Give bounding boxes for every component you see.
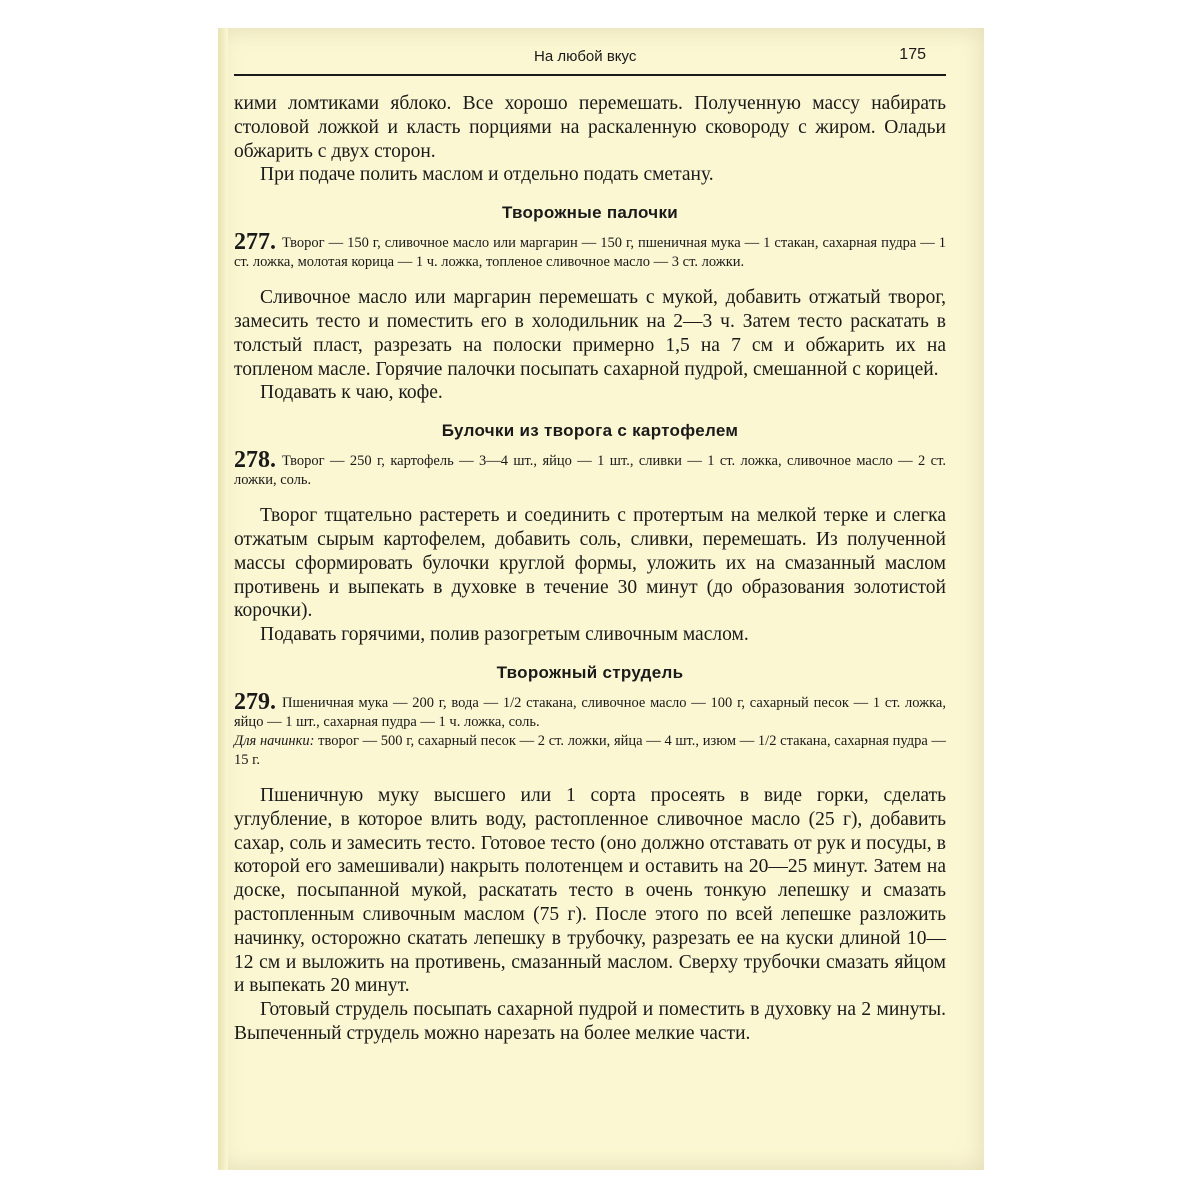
serving-paragraph: Готовый струдель посыпать сахарной пудрой и поместить в духовку на 2 минуты. Выпеченный струдель можно нарезать на более мелкие части.	[234, 999, 946, 1044]
recipe-277	[234, 203, 946, 405]
intro-serving-paragraph: При подаче полить маслом и отдельно подать сметану.	[260, 164, 714, 186]
ingredients-text: Творог — 150 г, сливочное масло или маргарин — 150 г, пшеничная мука — 1 стакан, сахарная пудра — 1 ст. ложка, молотая корица — 1 ч. ложка, топленое сливочное масло — 3 ст. ложки.	[234, 235, 946, 271]
recipe-ingredients	[234, 229, 946, 272]
ingredients-text: Творог — 250 г, картофель — 3—4 шт., яйцо — 1 шт., сливки — 1 ст. ложка, сливочное масло — 2 ст. ложки, соль.	[234, 453, 946, 489]
recipe-instructions	[234, 286, 946, 405]
book-page	[218, 28, 984, 1170]
recipe-instructions	[234, 784, 946, 1046]
ingredients-text: Пшеничная мука — 200 г, вода — 1/2 стакана, сливочное масло — 100 г, сахарный песок — 1 ст. ложка, яйцо — 1 шт., сахарная пудра — 1 ч. ложка, соль.	[234, 694, 946, 730]
recipe-instructions	[234, 504, 946, 647]
recipe-title: Творожные палочки	[501, 203, 679, 223]
recipe-number: 277.	[234, 229, 276, 256]
serving-paragraph: Подавать горячими, полив разогретым сливочным маслом.	[260, 624, 749, 646]
running-header-title: На любой вкус	[534, 48, 637, 65]
recipe-ingredients	[234, 447, 946, 490]
recipe-title: Творожный струдель	[496, 662, 684, 682]
instructions-paragraph: Творог тщательно растереть и соединить с протертым на мелкой терке и слегка отжатым сырым картофелем, добавить соль, сливки, перемешать. Из полученной массы сформировать булочки круглой формы, уложить их на смазанный маслом противень и выпекать в духовке в течение 30 минут (до образования золотистой корочки).	[234, 505, 946, 622]
filling-text: творог — 500 г, сахарный песок — 2 ст. ложки, яйца — 4 шт., изюм — 1/2 стакана, сахарная пудра — 15 г.	[234, 732, 946, 768]
recipe-number: 278.	[234, 447, 276, 474]
recipe-title: Булочки из творога с картофелем	[441, 421, 739, 441]
header-rule	[234, 74, 946, 76]
recipe-number: 279.	[234, 688, 276, 715]
recipe-278	[234, 421, 946, 647]
serving-paragraph: Подавать к чаю, кофе.	[260, 382, 443, 404]
intro-paragraph: кими ломтиками яблоко. Все хорошо перемешать. Полученную массу набирать столовой ложкой и класть порциями на раскаленную сковороду с жиром. Оладьи обжарить с двух сторон.	[234, 93, 946, 162]
instructions-paragraph: Сливочное масло или маргарин перемешать с мукой, добавить отжатый творог, замесить тесто и поместить его в холодильник на 2—3 ч. Затем тесто раскатать в толстый пласт, разрезать на полоски примерно 1,5 на 7 см и обжарить их на топленом масле. Горячие палочки посыпать сахарной пудрой, смешанной с корицей.	[234, 287, 946, 380]
page-number: 175	[899, 46, 926, 63]
page-content	[234, 40, 946, 1046]
instructions-paragraph: Пшеничную муку высшего или 1 сорта просеять в виде горки, сделать углубление, в которое влить воду, растопленное сливочное масло (25 г), добавить сахар, соль и замесить тесто. Готовое тесто (оно должно отставать от рук и посуды, в которой его замешивали) накрыть полотенцем и оставить на 20—25 минут. Затем на доске, посыпанной мукой, раскатать тесто в очень тонкую лепешку и смазать растопленным сливочным маслом (75 г). После этого по всей лепешке разложить начинку, осторожно скатать лепешку в трубочку, разрезать ее на куски длиной 10—12 см и выложить на противень, смазанный маслом. Сверху трубочки смазать яйцом и выпекать 20 минут.	[234, 784, 946, 997]
recipe-279	[234, 663, 946, 1046]
page-binding-shadow	[218, 28, 228, 1170]
running-header	[234, 40, 946, 74]
filling-label: Для начинки:	[234, 732, 315, 749]
intro-text	[234, 92, 946, 187]
recipe-ingredients	[234, 688, 946, 770]
